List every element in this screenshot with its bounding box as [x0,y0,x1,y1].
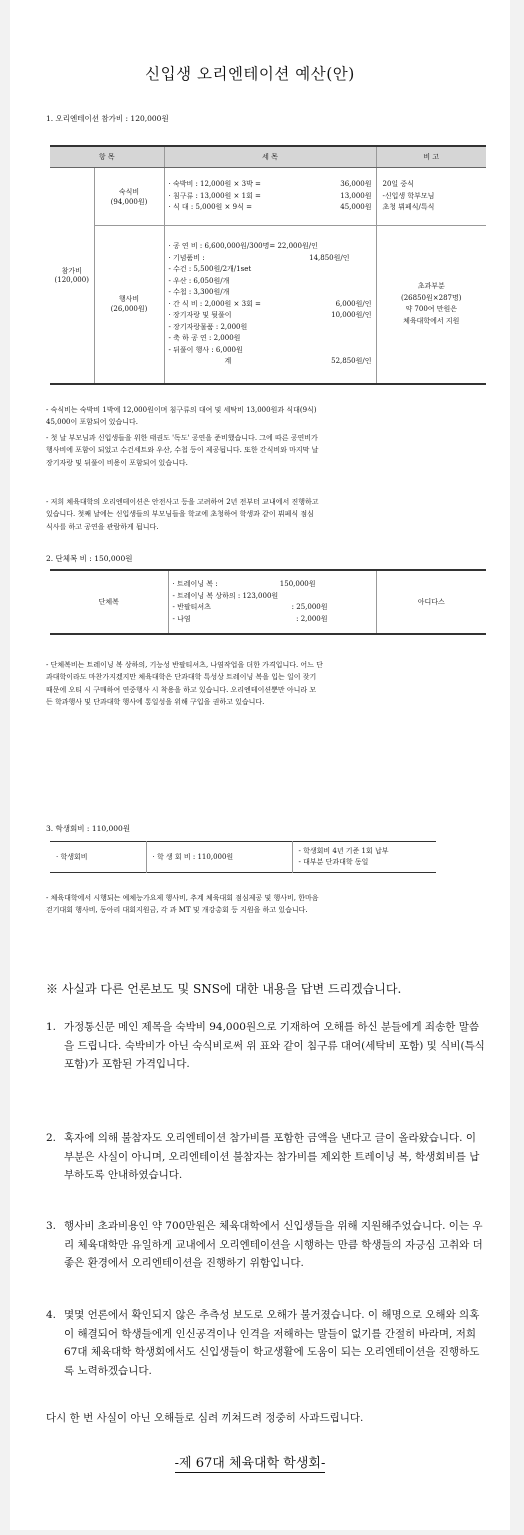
document-page [10,0,510,1530]
detail-line: · 기념품비 : 14,850원/인 [168,253,350,262]
response-item-1: 1. 가정통신문 메인 제목을 숙박비 94,000원으로 기재하여 오해를 하신 분들에게 죄송한 말씀을 드립니다. 숙박비가 아닌 숙식비로써 위 표와 같이 침구류 대여(세탁비 포함) 및 식비(특식 포함)가 포함된 가격입니다. [46,1021,485,1070]
detail-line: · 숙박비 : 12,000원 × 3박 = 36,000원 [168,180,372,189]
section1-note-2: - 첫 날 부모님과 신입생들을 위한 태권도 '독도' 공연을 준비했습니다. 그에 따른 공연비가 행사비에 포함이 되었고 수건세트와 우산, 수첩 등이 제공됩니다. 또한 간식비와 마지막 날 장기자랑 및 뒤풀이 비용이 포함되어 있습니다. [46,434,319,467]
group-label: 참가비 [61,267,82,276]
event-note: 초과부분 (26850원×287명) 약 700여 만원은 체육대학에서 지원 [376,226,486,384]
header-item: 항 목 [50,146,164,168]
event-amount: (26,000원) [110,305,148,314]
section2-note: - 단체복비는 트레이닝 복 상하의, 기능성 반팔티셔츠, 나염작업을 더한 가격입니다. 어느 단 과대학이라도 마찬가지겠지만 체육대학은 단과대학 특성상 트레이닝 복을 입는 일이 잦기 때문에 오티 시 구매하여 연중행사 시 착용을 하고 있습니다. 오리엔테이션뿐만 아니라 모 든 학과행사 및 단과대학 행사에 통일성을 위해 구입을 권하고 있습니다. [46,661,323,706]
detail-line: - 나염 : 2,000원 [172,614,328,623]
detail-line: · 공 연 비 : 6,600,000원/300명= 22,000원/인 [168,242,318,250]
response-item-2: 2. 혹자에 의해 불참자도 오리엔테이션 참가비를 포함한 금액을 낸다고 글이 올라왔습니다. 이 부분은 사실이 아니며, 오리엔테이션 불참자는 참가비를 제외한 트레이닝 복, 학생회비를 납부하도록 안내하였습니다. [46,1132,480,1181]
uniform-detail [168,570,376,634]
uniform-item: 단체복 [50,570,168,634]
student-fee-table [50,841,436,873]
event-cell [94,226,164,384]
header-note: 비 고 [376,146,486,168]
lodging-detail [164,168,376,226]
section1-note-1: - 숙식비는 숙박비 1박에 12,000원이며 침구류의 대여 및 세탁비 13,000원과 식대(9식) 45,000이 포함되어 있습니다. [46,406,317,427]
header-detail: 세 목 [164,146,376,168]
section1-note-3: - 저희 체육대학의 오리엔테이션은 안전사고 등을 고려하여 2년 전부터 교내에서 진행하고 있습니다. 첫째 날에는 신입생들의 부모님들을 학교에 초청하여 학생과 같이 뷔페식 점심 식사를 하고 공연을 관람하게 됩니다. [46,498,319,531]
table-row [50,168,486,226]
detail-line: - 수건 : 5,500원/2개/1set [168,265,252,273]
uniform-note: 아디다스 [417,598,445,606]
detail-line: · 장기자랑 및 뒷풀이 10,000원/인 [168,311,372,319]
response-heading: ※ 사실과 다른 언론보도 및 SNS에 대한 내용을 답변 드리겠습니다. [46,982,402,996]
detail-line: - 장기자랑물품 : 2,000원 [168,322,248,331]
student-fee-detail: · 학 생 회 비 : 110,000원 [146,842,292,873]
section3-note: - 체육대학에서 시행되는 예체능가요제 행사비, 추계 체육대회 점심제공 및 행사비, 한마음 걷기대회 행사비, 동아리 대회지원금, 각 과 MT 및 개강총회 등 지원을 하고 있습니다. [46,894,319,915]
participation-fee-table [50,145,486,385]
detail-line: - 우산 : 6,050원/개 [168,276,230,285]
table-row [50,842,436,873]
table-row [50,570,486,634]
detail-line: 계 52,850원/인 [224,357,372,365]
detail-line: · 트레이닝 복 : 150,000원 [172,580,316,588]
lodging-amount: (94,000원) [110,197,148,206]
response-item-4: 4. 몇몇 언론에서 확인되지 않은 추측성 보도로 오해가 불거졌습니다. 이 해명으로 오해와 의혹이 해결되어 학생들에게 인신공격이나 인격을 저해하는 말들이 없기를 간절히 바라며, 저희 67대 체육대학 학생회에서도 신입생들이 학교생활에 도움이 되는 오리엔테이션을 진행하도록 노력하겠습니다. [46,1309,480,1377]
detail-line: · 식 대 : 5,000원 × 9식 = 45,000원 [168,203,372,212]
table-row [50,226,486,384]
detail-line: - 뒤풀이 행사 : 6,000원 [168,345,243,354]
closing-statement: 다시 한 번 사실이 아닌 오해들로 심려 끼쳐드려 정중히 사과드립니다. [46,1412,364,1424]
event-detail [164,226,376,384]
lodging-note: 20일 중식 -신입생 학부모님 초청 뷔페식/특식 [376,168,486,226]
section3-heading: 3. 학생회비 : 110,000원 [46,824,131,833]
event-name: 행사비 [118,295,140,304]
detail-line: - 축 하 공 연 : 2,000원 [168,334,241,342]
signature: -제 67대 체육대학 학생회- [174,1456,326,1471]
table-header-row [50,146,486,168]
section1-heading: 1. 오리엔테이션 참가비 : 120,000원 [46,114,169,123]
detail-line: - 트레이닝 복 상하의 : 123,000원 [172,591,279,600]
document-title: 신입생 오리엔테이션 예산(안) [145,65,355,83]
section2-heading: 2. 단체복 비 : 150,000원 [46,554,133,563]
student-fee-note: - 학생회비 4년 기준 1회 납부 - 대부분 단과대학 동일 [298,846,389,866]
detail-line: · 침구류 : 13,000원 × 1회 = 13,000원 [168,191,372,200]
student-fee-item: · 학생회비 [50,842,146,873]
group-amount: (120,000) [54,276,89,285]
uniform-table [50,569,486,635]
detail-line: · 간 식 비 : 2,000원 × 3회 = 6,000원/인 [168,299,372,308]
detail-line: - 반팔티셔츠 : 25,000원 [172,603,328,611]
detail-line: - 수첩 : 3,300원/개 [168,288,230,296]
group-cell [50,168,94,384]
lodging-name: 숙식비 [118,187,140,196]
response-item-3: 3. 행사비 초과비용인 약 700만원은 체육대학에서 신입생들을 위해 지원해주었습니다. 이는 우리 체육대학만 유일하게 교내에서 오리엔테이션을 시행하는 만큼 학생들의 자긍심 고취와 더 좋은 환경에서 오리엔테이션을 진행하기 위함입니다. [46,1220,483,1269]
lodging-cell [94,168,164,226]
